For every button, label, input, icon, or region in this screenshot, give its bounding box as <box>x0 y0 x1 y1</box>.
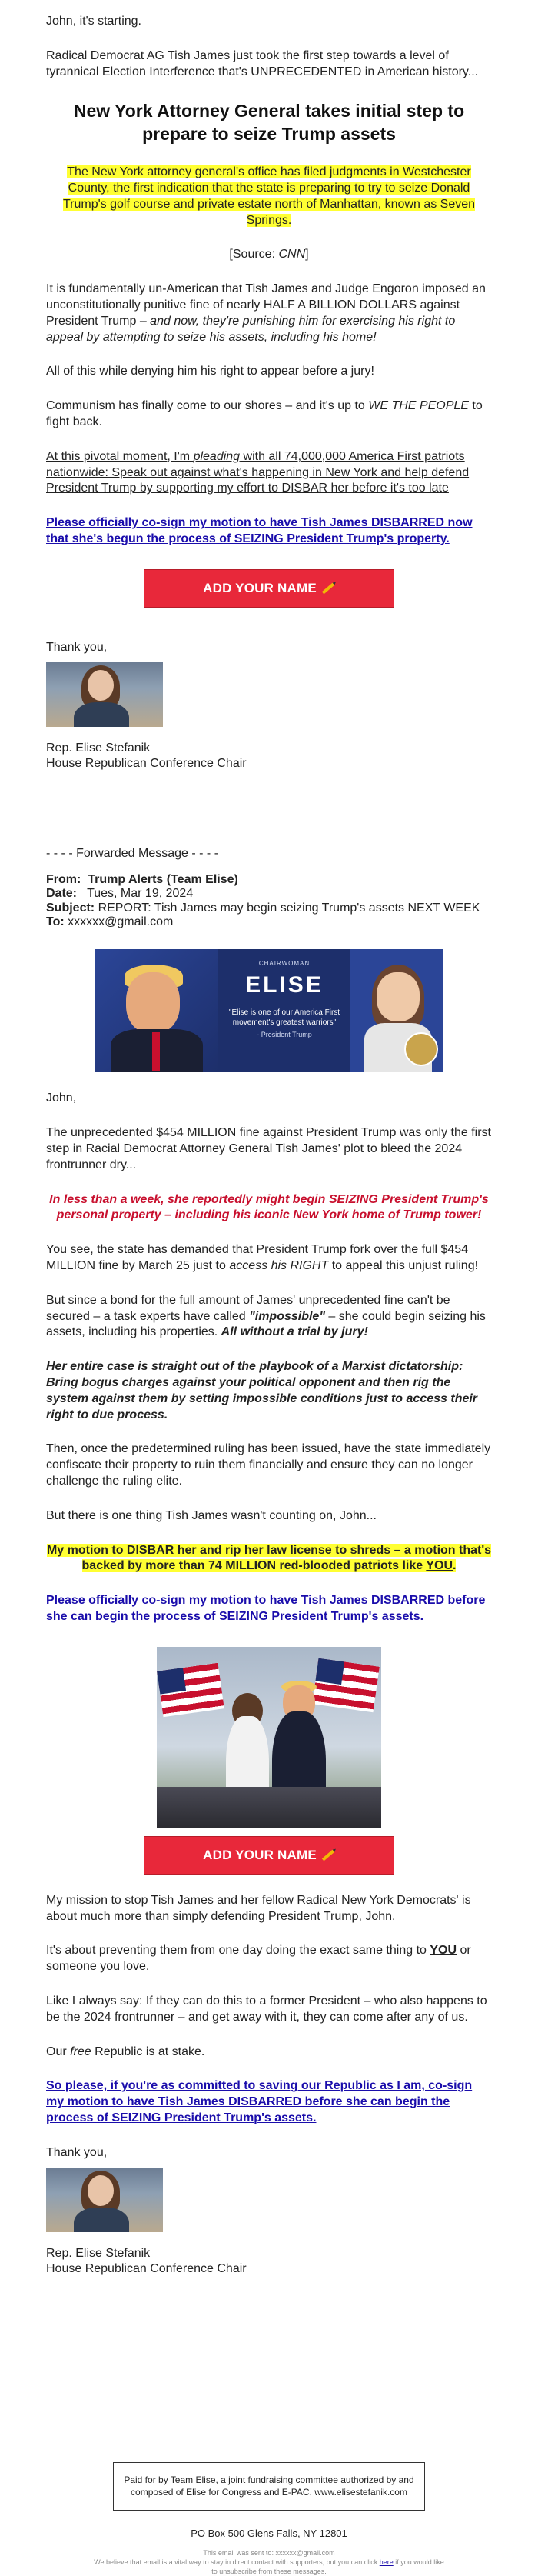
button-row-1 <box>46 569 492 608</box>
banner-chairwoman: CHAIRWOMAN <box>258 960 311 968</box>
thanks-1: Thank you, <box>46 640 108 654</box>
unsubscribe-text-c: if you would like to unsubscribe from these messages. <box>211 2558 444 2575</box>
mailing-address: PO Box 500 Glens Falls, NY 12801 <box>191 2527 347 2539</box>
republic-paragraph <box>46 2044 492 2061</box>
republic-b: Republic is at stake. <box>91 2044 205 2058</box>
unsubscribe-link[interactable]: here <box>379 2558 394 2567</box>
signer-title-1: House Republican Conference Chair <box>46 757 247 771</box>
date-label: Date: <box>46 887 78 901</box>
highlight-quote-text: The New York attorney general's office has filed judgments in Westchester County, the first indication that the state is preparing to try to seize Donald Trump's golf course and private estate north of Manhattan, known as Seven Springs. <box>62 165 476 227</box>
fwd-paragraph-5: Then, once the predetermined ruling has been issued, have the state immediately confiscate their property to ruin them financially and ensure they can no longer challenge the ruling elite. <box>46 1442 491 1488</box>
fwd-paragraph-3-b: – she could begin seizing his assets, including his properties. <box>46 1309 486 1339</box>
signer-name-1: Rep. Elise Stefanik <box>46 741 151 755</box>
fwd-paragraph-4: Her entire case is straight out of the playbook of a Marxist dictatorship: Bring bogus charges against your political opponent and then rig the system against them by setting impossible conditions just to access their right to due process. <box>46 1360 478 1421</box>
forwarded-header: - - - - Forwarded Message - - - - <box>46 847 219 861</box>
button-row-2 <box>46 1836 492 1875</box>
cosign-link-3[interactable]: So please, if you're as committed to saving our Republic as I am, co-sign my motion to have Tish James DISBARRED before she can begin the process of SEIZING President Trump's assets. <box>46 2079 473 2124</box>
fwd-paragraph-3 <box>46 1293 492 1341</box>
subject-label: Subject: <box>46 901 95 915</box>
add-your-name-label-1: ADD YOUR NAME <box>203 580 317 595</box>
fwd-red-warning: In less than a week, she reportedly might begin SEIZING President Trump's personal property – including his iconic New York home of Trump tower! <box>49 1192 489 1222</box>
paragraph-pleading-italic: pleading <box>193 449 241 463</box>
source-name: CNN <box>278 248 306 262</box>
fwd-paragraph-6: But there is one thing Tish James wasn't counting on, John... <box>46 1508 377 1522</box>
paragraph-fine <box>46 282 492 345</box>
pencil-icon-2 <box>322 1850 334 1861</box>
signer-title-2: House Republican Conference Chair <box>46 2262 247 2276</box>
signer-portrait-2 <box>46 2168 163 2232</box>
paragraph-pleading-a: At this pivotal moment, I'm <box>46 449 194 463</box>
paragraph-pleading[interactable] <box>46 449 492 497</box>
to-value: xxxxxx@gmail.com <box>68 915 174 929</box>
unsubscribe-text-a: We believe that email is a vital way to stay in direct contact with supporters, but you can click <box>94 2558 380 2567</box>
intro-paragraph: Radical Democrat AG Tish James just took the first step towards a level of tyrannical Election Interference that's UNPRECEDENTED in American history... <box>46 48 479 78</box>
sent-to-text: This email was sent to: xxxxxx@gmail.com <box>203 2549 335 2558</box>
signer-portrait-1 <box>46 662 163 727</box>
add-your-name-label-2: ADD YOUR NAME <box>203 1847 317 1862</box>
source-line <box>46 247 492 263</box>
cosign-link-1[interactable]: Please officially co-sign my motion to have Tish James DISBARRED now that she's begun the process of SEIZING President Trump's property. <box>46 516 473 545</box>
paragraph-communism-end: to fight back. <box>46 399 483 428</box>
fwd-paragraph-2 <box>46 1242 492 1275</box>
subject-value: REPORT: Tish James may begin seizing Trump's assets NEXT WEEK <box>98 901 480 915</box>
fwd-paragraph-2-b: to appeal this unjust ruling! <box>328 1259 479 1273</box>
paragraph-jury: All of this while denying him his right to appear before a jury! <box>46 365 374 378</box>
paragraph-fine-text: It is fundamentally un-American that Tish James and Judge Engoron imposed an unconstitutionally punitive fine of nearly HALF A BILLION DOLLARS against President Trump – <box>46 282 486 328</box>
fwd-highlight-a: My motion to DISBAR her and rip her law license to shreds – a motion that's backed by more than 74 MILLION red-blooded patriots like <box>46 1543 492 1573</box>
cosign-link-2[interactable]: Please officially co-sign my motion to have Tish James DISBARRED before she can begin the process of SEIZING President Trump's assets. <box>46 1594 486 1623</box>
fwd-paragraph-2-italic: access his RIGHT <box>229 1259 329 1273</box>
add-your-name-button-2[interactable] <box>144 1836 394 1875</box>
always-say-paragraph: Like I always say: If they can do this to a former President – who also happens to be the 2024 frontrunner – and get away with it, they can come after any of us. <box>46 1994 487 2024</box>
paid-for-box: Paid for by Team Elise, a joint fundraising committee authorized by and composed of Elise for Congress and E-PAC. www.elisestefanik.com <box>113 2462 425 2510</box>
banner-cite: - President Trump <box>257 1030 312 1038</box>
highlight-quote <box>46 165 492 228</box>
paragraph-communism-text: Communism has finally come to our shores – and it's up to <box>46 399 369 413</box>
add-your-name-button-1[interactable] <box>144 569 394 608</box>
fwd-paragraph-3-end: All without a trial by jury! <box>221 1325 368 1339</box>
fwd-highlight-end: . <box>453 1559 457 1573</box>
prevent-a: It's about preventing them from one day doing the exact same thing to <box>46 1944 430 1958</box>
date-value: Tues, Mar 19, 2024 <box>87 887 194 901</box>
source-prefix: [Source: <box>229 248 279 262</box>
greeting: John, it's starting. <box>46 15 141 28</box>
source-suffix: ] <box>305 248 309 262</box>
from-label: From: <box>46 872 81 886</box>
prevent-paragraph <box>46 1943 492 1975</box>
republic-italic: free <box>70 2044 91 2058</box>
fwd-paragraph-3-impossible: "impossible" <box>249 1309 325 1323</box>
paragraph-communism-italic: WE THE PEOPLE <box>368 399 469 413</box>
paragraph-pleading-b: with all 74,000,000 America First patriots nationwide: Speak out against what's happening in New York and help defend President Trump by supporting my effort to DISBAR her before it's too late <box>46 449 470 495</box>
paragraph-communism <box>46 398 492 431</box>
fwd-highlight-you: YOU <box>426 1559 453 1573</box>
fwd-paragraph-3-a: But since a bond for the full amount of James' unprecedented fine can't be secured – a task experts have called <box>46 1293 450 1323</box>
pencil-icon <box>322 583 334 595</box>
forwarded-meta <box>46 873 492 930</box>
chairwoman-banner <box>95 949 443 1072</box>
fwd-paragraph-1: The unprecedented $454 MILLION fine against President Trump was only the first step in Racial Democrat Attorney General Tish James' plot to bleed the 2024 frontrunner dry... <box>46 1126 491 1171</box>
greeting-2: John, <box>46 1091 77 1105</box>
rally-photo <box>157 1647 381 1828</box>
fwd-highlight <box>46 1543 492 1575</box>
banner-quote: "Elise is one of our America First movement's greatest warriors" <box>228 1008 340 1027</box>
paragraph-fine-italic: and now, they're punishing him for exercising his right to appeal by attempting to seize his assets, including his home! <box>46 314 456 344</box>
signer-name-2: Rep. Elise Stefanik <box>46 2246 151 2260</box>
prevent-you: YOU <box>430 1944 457 1958</box>
thanks-2: Thank you, <box>46 2145 108 2159</box>
to-label: To: <box>46 915 65 929</box>
mission-paragraph: My mission to stop Tish James and her fellow Radical New York Democrats' is about much more than simply defending President Trump, John. <box>46 1893 471 1923</box>
prevent-b: or someone you love. <box>46 1944 471 1974</box>
headline: New York Attorney General takes initial step to prepare to seize Trump assets <box>73 101 465 145</box>
from-value: Trump Alerts (Team Elise) <box>88 872 238 886</box>
fwd-paragraph-2-a: You see, the state has demanded that President Trump fork over the full $454 MILLION fine by March 25 just to <box>46 1243 469 1273</box>
republic-a: Our <box>46 2044 71 2058</box>
email-body <box>46 0 492 2576</box>
unsubscribe-notice <box>46 2549 492 2576</box>
banner-name: ELISE <box>245 971 324 998</box>
